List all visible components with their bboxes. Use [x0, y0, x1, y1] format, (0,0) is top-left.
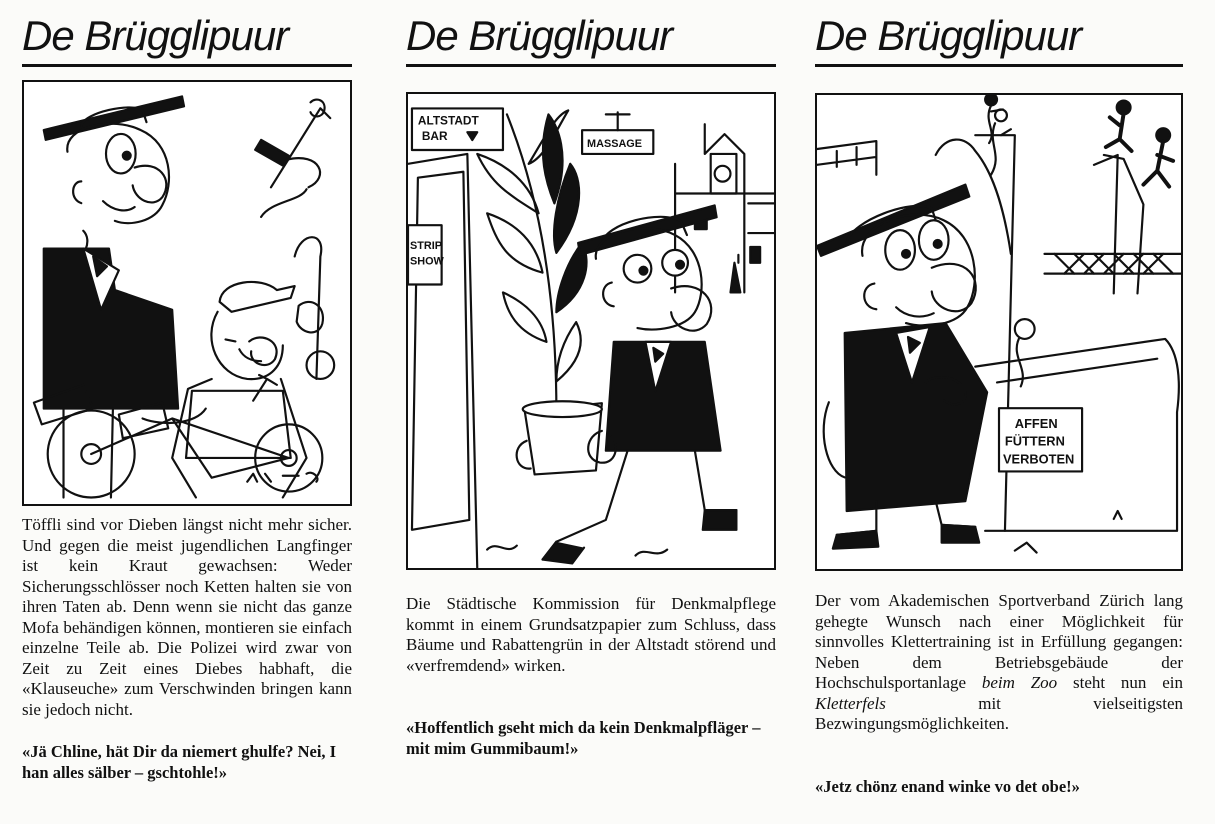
monkey-sign-line3: VERBOTEN [1002, 451, 1075, 467]
caption-text: Töffli sind vor Dieben längst nicht mehr sicher. Und gegen die meist jugendlichen Langfinger ist kein Kraut gewachsen: Weder Sicherungsschlösser noch Ketten halten sie von ihren Taten ab. Denn wenn sie nicht das ganze Mofa behändigen können, montieren sie einfach einzelne Teile ab. Die Polizei wird zwar von Zeit zu Zeit eines Diebes habhaft, die «Klauseuche» zum Verschwinden bringen kann sie jedoch nicht. [22, 515, 352, 719]
massage-sign: MASSAGE [587, 138, 643, 151]
altstadt-bar-sign-line2: BAR [421, 129, 448, 144]
strip-show-sign: STRIP [409, 239, 443, 252]
caption-text: Die Städtische Kommission für Denkmalpflege kommt in einem Grundsatzpapier zum Schluss, dass Bäume und Rabattengrün in der Altstadt störend und «verfremdend» wirken. [406, 594, 776, 675]
title-rule [815, 64, 1183, 67]
cartoon-climbing-rock [815, 93, 1183, 571]
rubber-tree-drawing [408, 94, 774, 568]
cartoon-rubber-tree [406, 92, 776, 570]
punchline-text: «Jetz chönz enand winke vo det obe!» [815, 777, 1080, 796]
column-title: De Brügglipuur [22, 12, 289, 59]
comic-column-2 [406, 0, 776, 824]
cartoon-moped-thief [22, 80, 352, 506]
caption-text: Der vom Akademischen Sportverband Zürich lang gehegte Wunsch nach einer Möglichkeit für sinnvolles Klettertraining ist in Erfüllung gegangen: Neben dem Betriebsgebäude der Hochschulsportanlage beim Zoo steht nun ein Kletterfels mit vielseitigsten Bezwingungsmöglichkeiten. [815, 591, 1183, 733]
comic-column-1 [22, 0, 352, 824]
caption-emphasis: Kletterfels [815, 693, 886, 713]
title-rule [406, 64, 776, 67]
column-title: De Brügglipuur [815, 12, 1082, 59]
comic-column-3 [815, 0, 1183, 824]
climbing-rock-drawing [817, 95, 1181, 569]
moped-thief-drawing [24, 82, 350, 504]
title-rule [22, 64, 352, 67]
strip-show-sign-line2: SHOW [409, 255, 444, 268]
punchline-text: «Jä Chline, hät Dir da niemert ghulfe? Nei, I han alles sälber – gschtohle!» [22, 742, 337, 782]
monkey-sign-line2: FÜTTERN [1004, 433, 1065, 449]
altstadt-bar-sign: ALTSTADT [417, 113, 479, 128]
column-title: De Brügglipuur [406, 12, 673, 59]
punchline-text: «Hoffentlich gseht mich da kein Denkmalpfläger – mit mim Gummibaum!» [406, 718, 761, 758]
caption-emphasis: beim Zoo [981, 673, 1058, 692]
monkey-sign: AFFEN [1014, 415, 1058, 431]
